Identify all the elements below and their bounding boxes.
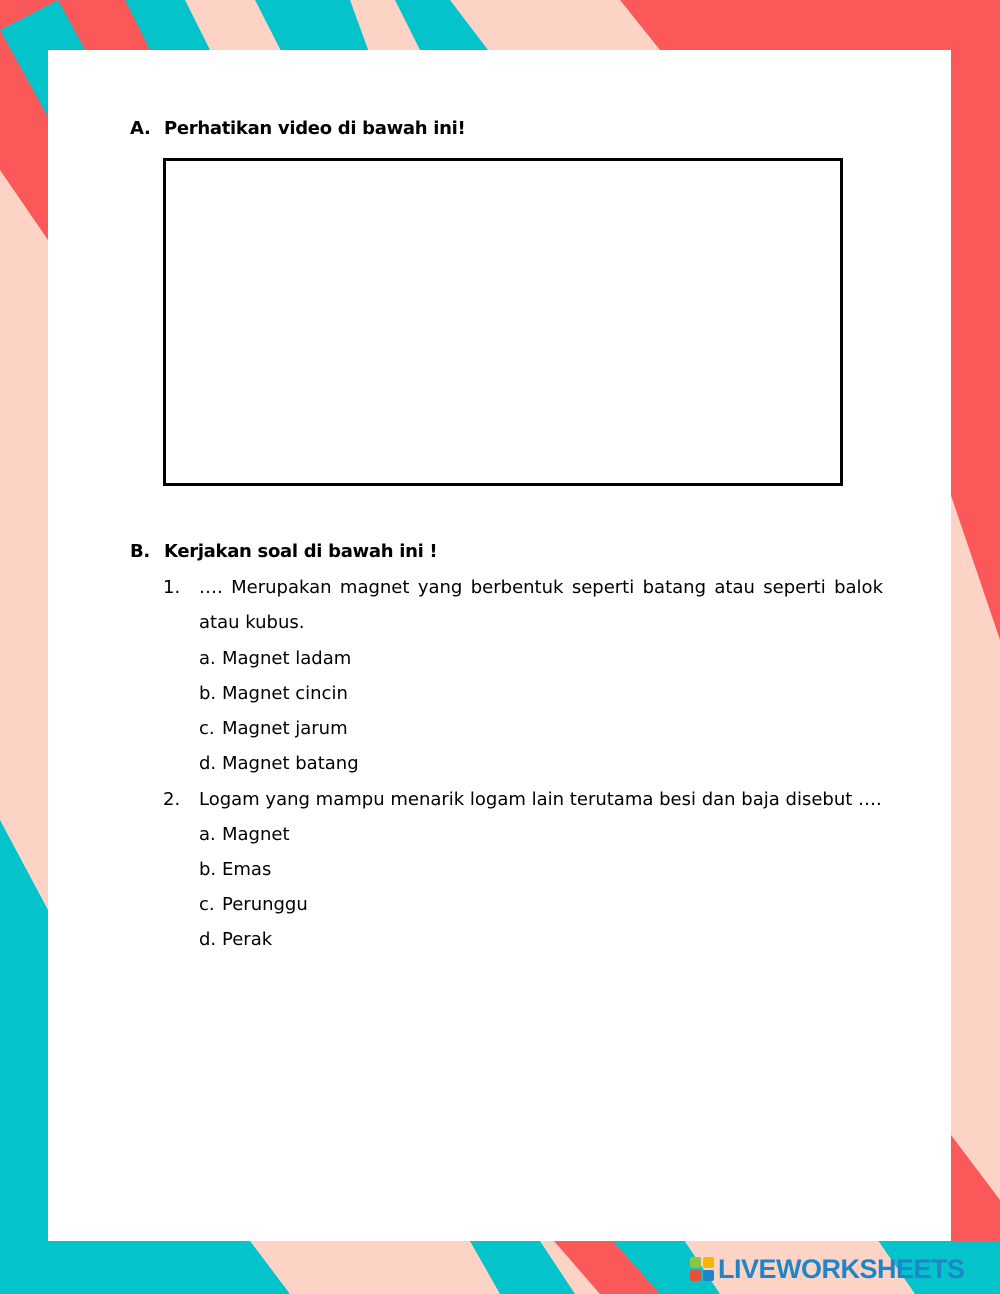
video-placeholder[interactable] <box>163 158 843 486</box>
section-a-title: Perhatikan video di bawah ini! <box>164 118 466 139</box>
option-letter: d. <box>199 753 217 774</box>
option-text: Magnet ladam <box>222 648 352 669</box>
option-letter: d. <box>199 929 217 950</box>
liveworksheets-brand[interactable] <box>690 1254 965 1284</box>
section-b-heading <box>130 541 437 562</box>
option-text: Magnet batang <box>222 753 359 774</box>
option-letter: a. <box>199 648 216 669</box>
section-a-heading <box>130 118 465 139</box>
question-2-text: Logam yang mampu menarik logam lain terutama besi dan baja disebut …. <box>199 789 882 810</box>
option-text: Magnet <box>222 824 290 845</box>
question-2-option-d[interactable] <box>199 922 272 957</box>
question-1-option-d[interactable] <box>199 746 359 781</box>
question-2-option-b[interactable] <box>199 852 271 887</box>
question-1-number: 1. <box>163 577 181 598</box>
liveworksheets-logo-icon <box>690 1257 714 1281</box>
option-letter: c. <box>199 718 215 739</box>
option-text: Perak <box>222 929 273 950</box>
brand-name: LIVEWORKSHEETS <box>718 1254 965 1284</box>
question-2-option-c[interactable] <box>199 887 308 922</box>
section-b-title: Kerjakan soal di bawah ini ! <box>164 541 438 562</box>
section-a-letter: A. <box>130 118 151 139</box>
option-letter: a. <box>199 824 216 845</box>
option-text: Magnet jarum <box>222 718 348 739</box>
option-letter: b. <box>199 683 217 704</box>
option-letter: c. <box>199 894 215 915</box>
question-1-text: …. Merupakan magnet yang berbentuk seperti batang atau seperti balok atau kubus. <box>199 577 883 633</box>
question-1-option-b[interactable] <box>199 676 348 711</box>
option-text: Emas <box>222 859 272 880</box>
question-2-number: 2. <box>163 789 181 810</box>
question-2-option-a[interactable] <box>199 817 290 852</box>
question-1-option-a[interactable] <box>199 641 351 676</box>
option-text: Magnet cincin <box>222 683 348 704</box>
option-text: Perunggu <box>222 894 308 915</box>
question-1-option-c[interactable] <box>199 711 348 746</box>
section-b-letter: B. <box>130 541 150 562</box>
option-letter: b. <box>199 859 217 880</box>
